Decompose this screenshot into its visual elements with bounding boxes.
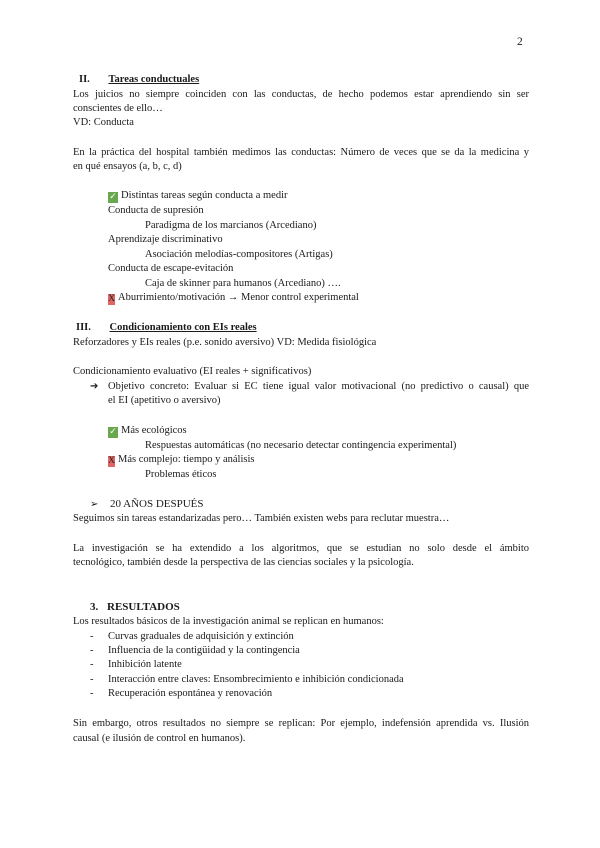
paragraph-line: conscientes de ello… — [73, 103, 163, 114]
list-subitem: Caja de skinner para humanos (Arcediano) …. — [145, 278, 341, 289]
list-subitem: Paradigma de los marcianos (Arcediano) — [145, 220, 317, 231]
paragraph-line: tecnológico, también desde la perspectiva de las ciencias sociales y la psicología. — [73, 557, 414, 568]
list-item: Conducta de escape-evitación — [108, 263, 234, 274]
page-number: 2 — [517, 36, 523, 48]
paragraph-line: Objetivo concreto: Evaluar si EC tiene igual valor motivacional (no predictivo o causal) que — [108, 381, 529, 392]
pro-item — [108, 424, 187, 438]
paragraph-line: Los resultados básicos de la investigación animal se replican en humanos: — [73, 616, 384, 627]
list-item: Conducta de supresión — [108, 205, 204, 216]
results-item: Recuperación espontánea y renovación — [108, 688, 273, 699]
con-text: Aburrimiento/motivación → Menor control experimental — [118, 292, 359, 303]
bullet-text: 20 AÑOS DESPUÉS — [110, 498, 204, 510]
section-heading — [90, 600, 180, 614]
pro-text: Más ecológicos — [121, 425, 187, 436]
paragraph-line: Reforzadores y EIs reales (p.e. sonido aversivo) VD: Medida fisiológica — [73, 337, 377, 348]
arrow-icon: ➔ — [90, 381, 99, 392]
paragraph-line: el EI (apetitivo o aversivo) — [108, 395, 221, 406]
paragraph-line: La investigación se ha extendido a los algoritmos, que se estudian no solo desde el ámbito — [73, 543, 529, 554]
list-dash: - — [90, 688, 94, 699]
section-title: Condicionamiento con EIs reales — [109, 322, 257, 333]
results-item: Interacción entre claves: Ensombrecimiento e inhibición condicionada — [108, 674, 404, 685]
list-item: Aprendizaje discriminativo — [108, 234, 223, 245]
paragraph-line: Seguimos sin tareas estandarizadas pero… También existen webs para reclutar muestra… — [73, 513, 450, 524]
section-title: Tareas conductuales — [108, 74, 200, 85]
paragraph-line: En la práctica del hospital también medimos las conductas: Número de veces que se da la medicina y — [73, 147, 529, 158]
list-dash: - — [90, 674, 94, 685]
section-heading — [79, 73, 199, 87]
bullet-arrow-icon: ➢ — [90, 499, 99, 510]
con-item — [108, 291, 359, 305]
check-icon: ✓ — [109, 192, 117, 202]
list-subitem: Respuestas automáticas (no necesario detectar contingencia experimental) — [145, 440, 457, 451]
section-title: RESULTADOS — [107, 601, 180, 613]
results-item: Influencia de la contigüidad y la contingencia — [108, 645, 300, 656]
results-item: Inhibición latente — [108, 659, 182, 670]
list-dash: - — [90, 645, 94, 656]
pro-item — [108, 189, 288, 203]
bullet-item — [90, 497, 204, 512]
list-subitem: Problemas éticos — [145, 469, 217, 480]
section-heading — [76, 321, 257, 335]
check-icon: ✓ — [109, 427, 117, 437]
section-number: II. — [79, 74, 90, 85]
con-text: Más complejo: tiempo y análisis — [118, 454, 255, 465]
pro-text: Distintas tareas según conducta a medir — [121, 190, 288, 201]
section-number: 3. — [90, 601, 99, 613]
paragraph-line: Los juicios no siempre coinciden con las conductas, de hecho podemos estar aprendiendo sin ser — [73, 89, 529, 100]
paragraph-line: VD: Conducta — [73, 117, 134, 128]
con-item — [108, 453, 254, 467]
section-number: III. — [76, 322, 91, 333]
objective-line — [90, 380, 110, 394]
list-dash: - — [90, 631, 94, 642]
paragraph-line: Condicionamiento evaluativo (EI reales + significativos) — [73, 366, 312, 377]
results-item: Curvas graduales de adquisición y extinción — [108, 631, 294, 642]
cross-icon: X — [108, 294, 115, 304]
cross-icon: X — [108, 456, 115, 466]
list-subitem: Asociación melodías-compositores (Artigas) — [145, 249, 333, 260]
paragraph-line: en qué ensayos (a, b, c, d) — [73, 161, 182, 172]
list-dash: - — [90, 659, 94, 670]
paragraph-line: Sin embargo, otros resultados no siempre se replican: Por ejemplo, indefensión aprendida vs. Ilusión — [73, 718, 529, 729]
paragraph-line: causal (e ilusión de control en humanos). — [73, 733, 246, 744]
